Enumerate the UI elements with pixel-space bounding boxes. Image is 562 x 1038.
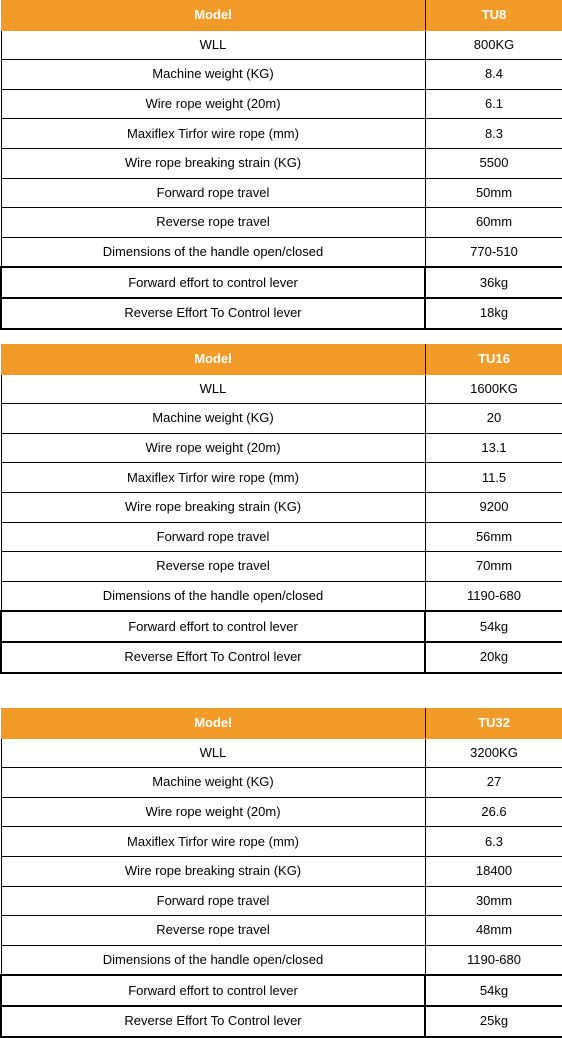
table-row [1, 1006, 562, 1037]
row-value: 50mm [425, 178, 562, 208]
table-row [1, 30, 562, 60]
row-label: Forward effort to control lever [1, 611, 425, 642]
row-value: 20 [425, 404, 562, 434]
table-row [1, 768, 562, 798]
table-row [1, 552, 562, 582]
row-value: 18kg [425, 298, 562, 329]
row-value: 800KG [425, 30, 562, 60]
row-label: Forward effort to control lever [1, 975, 425, 1006]
table-header-row [1, 345, 562, 375]
row-label: Reverse rope travel [1, 916, 425, 946]
header-model: TU8 [425, 1, 562, 31]
row-value: 54kg [425, 611, 562, 642]
row-label: Dimensions of the handle open/closed [1, 581, 425, 611]
table-header-row [1, 709, 562, 739]
table-row [1, 374, 562, 404]
table-row [1, 856, 562, 886]
row-label: Wire rope breaking strain (KG) [1, 148, 425, 178]
row-value: 11.5 [425, 463, 562, 493]
header-label: Model [1, 709, 425, 739]
row-value: 25kg [425, 1006, 562, 1037]
row-value: 9200 [425, 492, 562, 522]
row-value: 5500 [425, 148, 562, 178]
header-model: TU16 [425, 345, 562, 375]
table-row [1, 178, 562, 208]
table-row [1, 916, 562, 946]
row-label: Machine weight (KG) [1, 60, 425, 90]
row-label: Maxiflex Tirfor wire rope (mm) [1, 119, 425, 149]
header-label: Model [1, 345, 425, 375]
row-value: 48mm [425, 916, 562, 946]
row-value: 6.1 [425, 89, 562, 119]
row-label: Reverse rope travel [1, 552, 425, 582]
row-value: 3200KG [425, 738, 562, 768]
row-value: 18400 [425, 856, 562, 886]
table-row [1, 797, 562, 827]
table-row [1, 208, 562, 238]
table-row [1, 827, 562, 857]
row-label: Forward rope travel [1, 178, 425, 208]
spec-table-tu8 [0, 0, 562, 330]
table-row [1, 89, 562, 119]
table-row [1, 945, 562, 975]
row-label: WLL [1, 30, 425, 60]
row-value: 8.3 [425, 119, 562, 149]
table-row [1, 611, 562, 642]
row-value: 27 [425, 768, 562, 798]
table-row [1, 267, 562, 298]
table-row [1, 642, 562, 673]
row-value: 6.3 [425, 827, 562, 857]
row-label: Maxiflex Tirfor wire rope (mm) [1, 463, 425, 493]
row-value: 13.1 [425, 433, 562, 463]
row-label: WLL [1, 738, 425, 768]
table-row [1, 119, 562, 149]
table-row [1, 522, 562, 552]
row-value: 8.4 [425, 60, 562, 90]
table-row [1, 738, 562, 768]
row-value: 56mm [425, 522, 562, 552]
row-label: Reverse Effort To Control lever [1, 298, 425, 329]
row-value: 1190-680 [425, 581, 562, 611]
row-label: Wire rope breaking strain (KG) [1, 492, 425, 522]
row-value: 1190-680 [425, 945, 562, 975]
row-label: Reverse rope travel [1, 208, 425, 238]
row-label: Wire rope breaking strain (KG) [1, 856, 425, 886]
row-label: WLL [1, 374, 425, 404]
table-row [1, 581, 562, 611]
row-value: 60mm [425, 208, 562, 238]
row-label: Machine weight (KG) [1, 404, 425, 434]
table-row [1, 60, 562, 90]
table-row [1, 975, 562, 1006]
row-value: 1600KG [425, 374, 562, 404]
row-value: 20kg [425, 642, 562, 673]
row-label: Wire rope weight (20m) [1, 89, 425, 119]
row-label: Dimensions of the handle open/closed [1, 237, 425, 267]
row-label: Forward rope travel [1, 886, 425, 916]
table-row [1, 237, 562, 267]
row-label: Wire rope weight (20m) [1, 797, 425, 827]
header-model: TU32 [425, 709, 562, 739]
row-value: 36kg [425, 267, 562, 298]
row-value: 70mm [425, 552, 562, 582]
spec-table-tu16 [0, 344, 562, 674]
row-label: Forward rope travel [1, 522, 425, 552]
row-label: Maxiflex Tirfor wire rope (mm) [1, 827, 425, 857]
row-value: 30mm [425, 886, 562, 916]
table-row [1, 492, 562, 522]
row-label: Machine weight (KG) [1, 768, 425, 798]
row-label: Reverse Effort To Control lever [1, 1006, 425, 1037]
table-row [1, 404, 562, 434]
row-label: Forward effort to control lever [1, 267, 425, 298]
spec-table-tu32 [0, 708, 562, 1038]
row-label: Wire rope weight (20m) [1, 433, 425, 463]
table-row [1, 886, 562, 916]
row-value: 26.6 [425, 797, 562, 827]
table-row [1, 298, 562, 329]
row-value: 770-510 [425, 237, 562, 267]
row-label: Dimensions of the handle open/closed [1, 945, 425, 975]
table-row [1, 148, 562, 178]
table-row [1, 433, 562, 463]
header-label: Model [1, 1, 425, 31]
row-value: 54kg [425, 975, 562, 1006]
row-label: Reverse Effort To Control lever [1, 642, 425, 673]
table-header-row [1, 1, 562, 31]
table-row [1, 463, 562, 493]
